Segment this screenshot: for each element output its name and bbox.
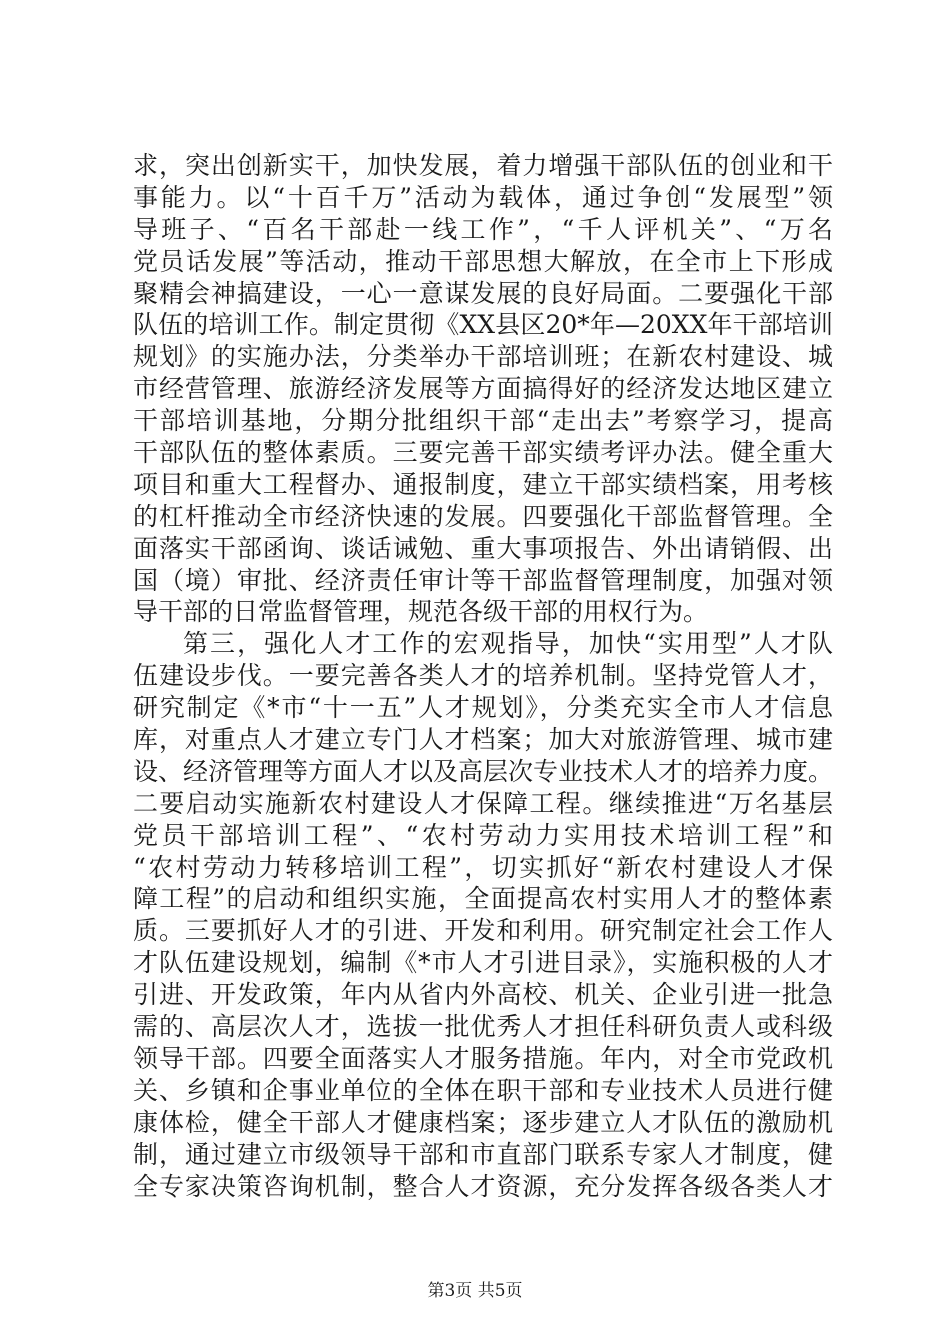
- text-line: 康体检，健全干部人才健康档案；逐步建立人才队伍的激励机: [133, 1107, 833, 1137]
- text-line: 障工程”的启动和组织实施，全面提高农村实用人才的整体素: [133, 884, 833, 914]
- text-line: 队伍的培训工作。制定贯彻《XX县区20*年—20XX年干部培训: [133, 310, 833, 340]
- page-number-footer: 第3页 共5页: [427, 1281, 523, 1301]
- text-line: 质。三要抓好人才的引进、开发和利用。研究制定社会工作人: [133, 916, 833, 946]
- text-line: 事能力。以“十百千万”活动为载体，通过争创“发展型”领: [133, 182, 833, 212]
- text-line: 全专家决策咨询机制，整合人才资源，充分发挥各级各类人才: [133, 1171, 833, 1201]
- text-line: 干部培训基地，分期分批组织干部“走出去”考察学习，提高: [133, 406, 833, 436]
- text-line: 面落实干部函询、谈话诫勉、重大事项报告、外出请销假、出: [133, 533, 833, 563]
- body-text: [133, 150, 833, 1202]
- text-line: 需的、高层次人才，选拔一批优秀人才担任科研负责人或科级: [133, 1012, 833, 1042]
- text-line: 库，对重点人才建立专门人才档案；加大对旅游管理、城市建: [133, 725, 833, 755]
- text-line: 伍建设步伐。一要完善各类人才的培养机制。坚持党管人才，: [133, 661, 833, 691]
- text-line: 引进、开发政策，年内从省内外高校、机关、企业引进一批急: [133, 980, 833, 1010]
- text-line: 关、乡镇和企事业单位的全体在职干部和专业技术人员进行健: [133, 1075, 833, 1105]
- text-line: 制，通过建立市级领导干部和市直部门联系专家人才制度，健: [133, 1139, 833, 1169]
- text-line: 聚精会神搞建设，一心一意谋发展的良好局面。二要强化干部: [133, 278, 833, 308]
- text-line: 市经营管理、旅游经济发展等方面搞得好的经济发达地区建立: [133, 374, 833, 404]
- text-line: 才队伍建设规划，编制《*市人才引进目录》，实施积极的人才: [133, 948, 833, 978]
- text-line: 导班子、“百名干部赴一线工作”，“千人评机关”、“万名: [133, 214, 833, 244]
- text-line: 党员干部培训工程”、“农村劳动力实用技术培训工程”和: [133, 820, 833, 850]
- text-line: 国（境）审批、经济责任审计等干部监督管理制度，加强对领: [133, 565, 833, 595]
- text-line: 领导干部。四要全面落实人才服务措施。年内，对全市党政机: [133, 1043, 833, 1073]
- text-line: 二要启动实施新农村建设人才保障工程。继续推进“万名基层: [133, 788, 833, 818]
- text-line: 设、经济管理等方面人才以及高层次专业技术人才的培养力度。: [133, 756, 834, 786]
- text-line: 项目和重大工程督办、通报制度，建立干部实绩档案，用考核: [133, 469, 833, 499]
- paragraph-start-line: 第三，强化人才工作的宏观指导，加快“实用型”人才队: [183, 629, 833, 659]
- text-line: 规划》的实施办法，分类举办干部培训班；在新农村建设、城: [133, 342, 833, 372]
- text-line: 导干部的日常监督管理，规范各级干部的用权行为。: [133, 597, 709, 627]
- text-line: 党员话发展”等活动，推动干部思想大解放，在全市上下形成: [133, 246, 833, 276]
- text-line: 的杠杆推动全市经济快速的发展。四要强化干部监督管理。全: [133, 501, 833, 531]
- text-line: 干部队伍的整体素质。三要完善干部实绩考评办法。健全重大: [133, 438, 833, 468]
- text-line: 研究制定《*市“十一五”人才规划》，分类充实全市人才信息: [133, 693, 833, 723]
- text-line: “农村劳动力转移培训工程”，切实抓好“新农村建设人才保: [133, 852, 833, 882]
- text-line: 求，突出创新实干，加快发展，着力增强干部队伍的创业和干: [133, 151, 833, 180]
